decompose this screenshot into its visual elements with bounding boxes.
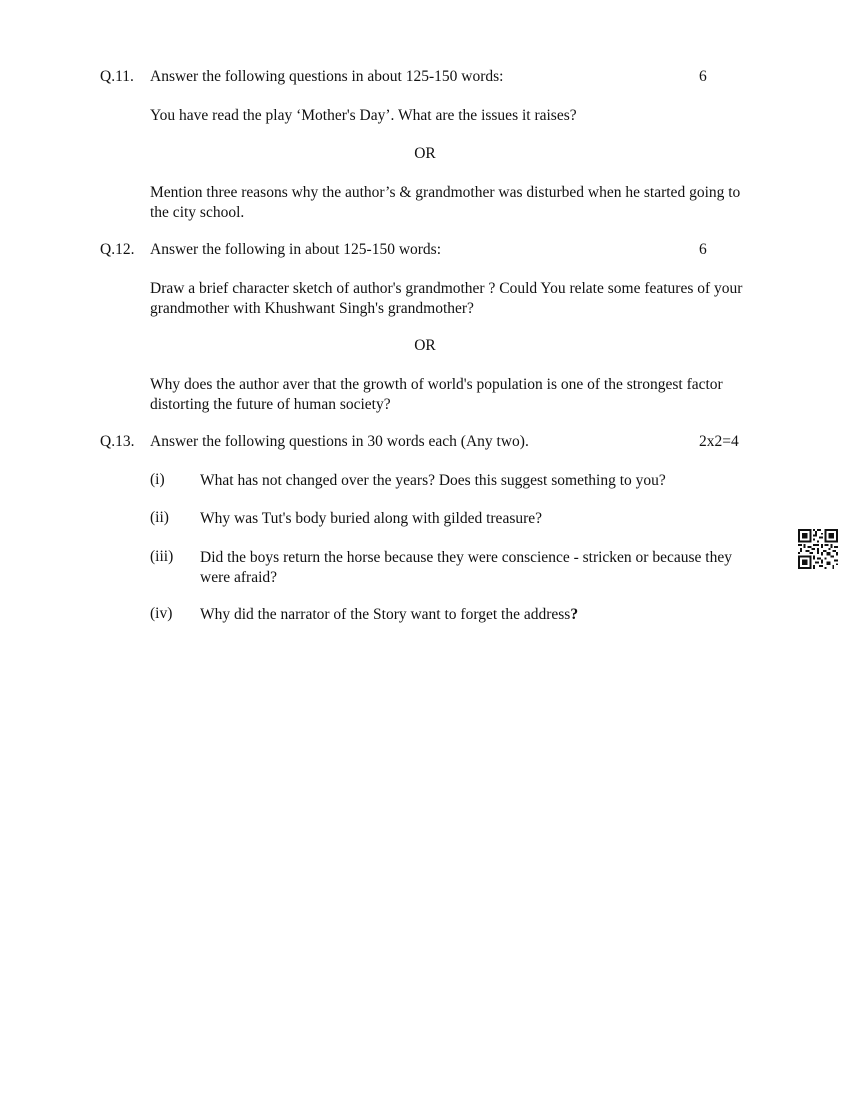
q12-or: OR [414, 337, 436, 354]
q11-number: Q.11. [100, 68, 134, 85]
q12-instruction: Answer the following in about 125-150 words: [150, 241, 442, 258]
q13-item-text: Did the boys return the horse because they were conscience - stricken or because they were afraid? [200, 549, 732, 586]
q12-part-a: Draw a brief character sketch of author's grandmother ? Could You relate some features of your grandmother with Khushwant Singh's grandmother? [150, 280, 743, 317]
q11-marks: 6 [699, 68, 707, 85]
q13-marks: 2x2=4 [699, 433, 739, 450]
q13-item-text-body: Why did the narrator of the Story want to forget the address [200, 606, 571, 623]
q11-instruction: Answer the following questions in about 125-150 words: [150, 68, 504, 85]
q13-item-label: (iv) [150, 605, 173, 622]
q13-item-end-mark: ? [570, 606, 579, 623]
q13-item-text: What has not changed over the years? Does this suggest something to you? [200, 472, 666, 489]
q11-or: OR [414, 145, 436, 162]
q13-item-label: (ii) [150, 509, 169, 526]
q12-marks: 6 [699, 241, 707, 258]
q11-part-b: Mention three reasons why the author’s & grandmother was disturbed when he started going to the city school. [150, 184, 741, 221]
q12-part-b: Why does the author aver that the growth of world's population is one of the strongest factor distorting the future of human society? [150, 376, 723, 413]
q13-instruction: Answer the following questions in 30 words each (Any two). [150, 433, 529, 450]
q13-item-label: (iii) [150, 548, 174, 565]
q13-item-text [200, 605, 745, 625]
q11-part-a: You have read the play ‘Mother's Day’. What are the issues it raises? [150, 107, 577, 124]
qr-code-icon [798, 529, 838, 569]
q13-item-text: Why was Tut's body buried along with gilded treasure? [200, 510, 543, 527]
q13-number: Q.13. [100, 433, 135, 450]
q13-item-label: (i) [150, 471, 165, 488]
q12-number: Q.12. [100, 241, 135, 258]
